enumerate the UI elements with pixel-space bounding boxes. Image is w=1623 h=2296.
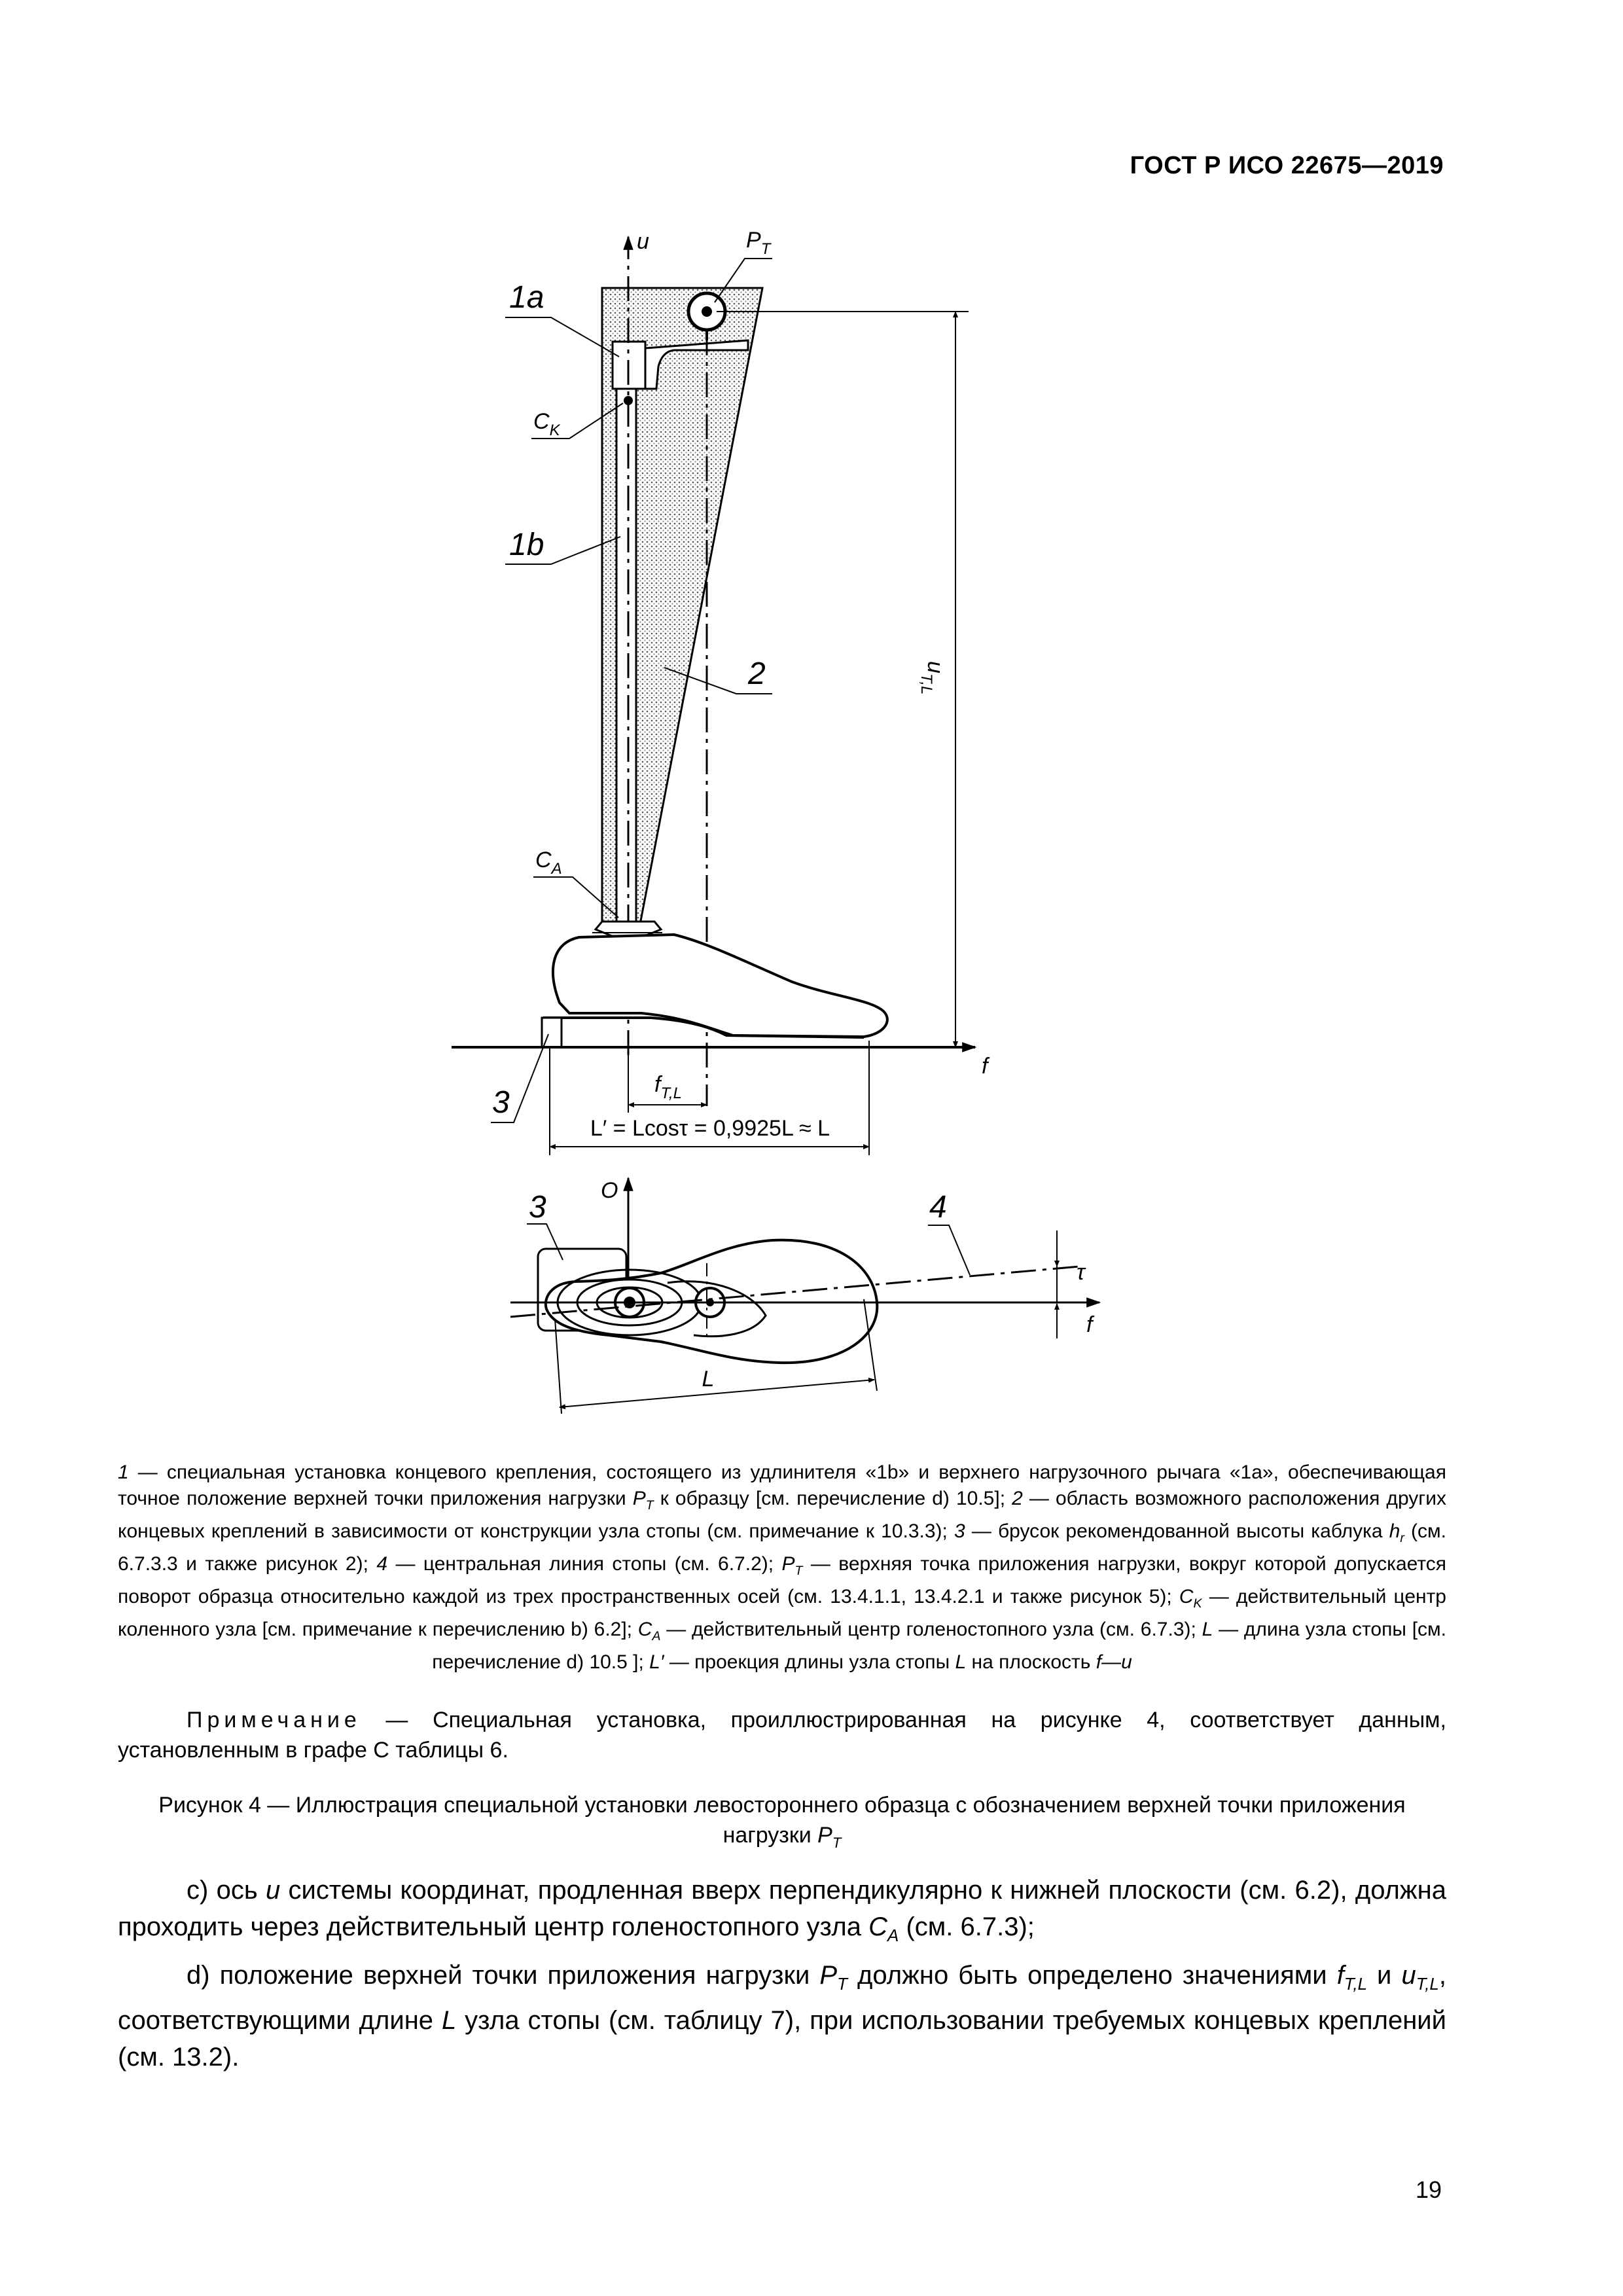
side-view (452, 228, 990, 1155)
ck-label: $C_K$ (533, 409, 560, 439)
label-1a: 1a (509, 280, 544, 315)
label-1b: 1b (509, 528, 544, 562)
page-number: 19 (1415, 2176, 1442, 2203)
utl-label: $u_{T,L}$ (918, 661, 948, 695)
document-code: ГОСТ Р ИСО 22675—2019 (1130, 152, 1444, 179)
pt-point-icon (702, 306, 712, 317)
paragraph-d: d) положение верхней точки приложения нагрузки $P_T$ должно быть определено значениями $f_{T,L}$ и $u_{T,L}$, соответствующими длине L узла стопы (см. таблицу 7), при использовании требуемых концевых креплений (см. 13.2). (118, 1961, 1447, 2072)
figure-note: Примечание — Специальная установка, проиллюстрированная на рисунке 4, соответствует данным, установленным в графе С таблицы 6. (118, 1708, 1446, 1763)
label-2: 2 (748, 656, 766, 691)
top-view (510, 1178, 1099, 1414)
f-axis-label: f (982, 1054, 988, 1079)
f-axis-top-label: f (1086, 1312, 1093, 1337)
paragraph-c: c) ось u системы координат, продленная вверх перпендикулярно к нижней плоскости (см. 6.2), должна проходить через действительный центр голеностопного узла $C_A$ (см. 6.7.3); (118, 1876, 1446, 1945)
figure-caption: Рисунок 4 — Иллюстрация специальной установки левостороннего образца с обозначением верхней точки приложения нагрузки $P_T$ (158, 1793, 1406, 1851)
figure-legend: 1 — специальная установка концевого крепления, состоящего из удлинителя «1b» и верхнего нагрузочного рычага «1a», обеспечивающая точное положение верхней точки приложения нагрузки $P_T$ к образцу [см. перечисление d) 10.5]; 2 — область возможного расположения других концевых креплений в зависимости от конструкции узла стопы (см. примечание к 10.3.3); 3 — брусок рекомендованной высоты каблука $h_r$ (см. 6.7.3.3 и также рисунок 2); 4 — центральная линия стопы (см. 6.7.2); $P_T$ — верхняя точка приложения нагрузки, вокруг которой допускается поворот образца относительно каждой из трех пространственных осей (см. 13.4.1.1, 13.4.2.1 и также рисунок 5); $C_K$ — действительный центр коленного узла [см. примечание к перечислению b) 6.2]; $C_A$ — действительный центр голеностопного узла (см. 6.7.3); L — длина узла стопы [см. перечисление d) 10.5 ]; L′ — проекция длины узла стопы L на плоскость f—u (118, 1462, 1446, 1673)
ankle-adapter (596, 922, 661, 936)
label-4: 4 (929, 1190, 947, 1225)
o-axis-label: O (601, 1178, 618, 1203)
label-3-side: 3 (492, 1085, 510, 1120)
pt-label: $P_T$ (746, 228, 771, 258)
ftl-label: $f_{T,L}$ (654, 1072, 682, 1102)
l-dim-label: L (702, 1367, 715, 1391)
lprime-formula: L′ = Lcosτ = 0,9925L ≈ L (590, 1116, 830, 1141)
label-3-top: 3 (529, 1190, 546, 1225)
tau-label: τ (1077, 1260, 1085, 1285)
u-axis-label: u (637, 229, 649, 254)
pylon-1b (616, 380, 636, 923)
foot-side (553, 935, 887, 1037)
ca-label: $C_A$ (535, 848, 562, 878)
